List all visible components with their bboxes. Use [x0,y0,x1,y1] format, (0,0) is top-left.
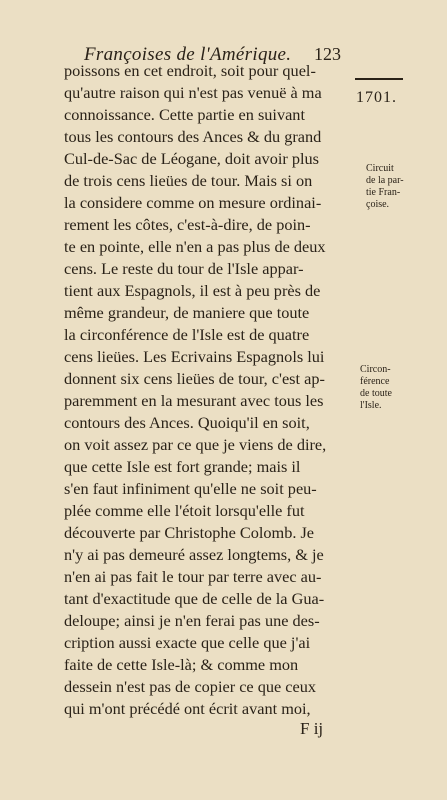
text-line: qu'autre raison qui n'est pas venuë à ma [64,83,322,102]
margin-note-line: çoise. [366,199,390,210]
margin-note-circonference [360,364,392,412]
text-line: paremment en la mesurant avec tous les [64,391,324,410]
text-line: cription aussi exacte que celle que j'ai [64,633,311,652]
text-line: rement les côtes, c'est-à-dire, de poin- [64,215,311,234]
margin-note-line: l'Isle. [360,400,382,411]
text-line: plée comme elle l'étoit lorsqu'elle fut [64,501,305,520]
text-line: tant d'exactitude que de celle de la Gua- [64,589,325,608]
text-line: deloupe; ainsi je n'en ferai pas une des- [64,611,320,630]
margin-note-line: de la par- [366,175,404,186]
page-number: 123 [314,44,341,64]
text-line: s'en faut infiniment qu'elle ne soit peu- [64,479,317,498]
margin-note-line: Circon- [360,364,391,375]
text-line: donnent six cens lieües de tour, c'est ap- [64,369,325,388]
margin-note-line: férence [360,376,390,387]
text-line: de trois cens lieües de tour. Mais si on [64,171,313,190]
running-title: Françoises de l'Amérique. [84,44,292,65]
text-line: Cul-de-Sac de Léogane, doit avoir plus [64,149,319,168]
text-line: la considere comme on mesure ordinai- [64,193,322,212]
text-line: dessein n'est pas de copier ce que ceux [64,677,317,696]
margin-note-line: Circuit [366,163,394,174]
signature-mark: F ij [300,719,324,738]
text-line: poissons en cet endroit, soit pour quel- [64,61,316,80]
text-line: découverte par Christophe Colomb. Je [64,523,315,542]
margin-year: 1701. [356,89,397,106]
text-line: n'y ai pas demeuré assez longtems, & je [64,545,324,564]
text-line: cens lieües. Les Ecrivains Espagnols lui [64,347,325,366]
margin-rule [355,78,403,80]
text-line: que cette Isle est fort grande; mais il [64,457,301,476]
text-line: tous les contours des Ances & du grand [64,127,322,146]
text-line: tient aux Espagnols, il est à peu près de [64,281,321,300]
margin-note-line: de toute [360,388,392,399]
text-line: on voit assez par ce que je viens de dire, [64,435,327,454]
text-line: te en pointe, elle n'en a pas plus de deux [64,237,326,256]
text-line: qui m'ont précédé ont écrit avant moi, [64,699,311,718]
text-line: faite de cette Isle-là; & comme mon [64,655,299,674]
text-line: connoissance. Cette partie en suivant [64,105,305,124]
margin-note-circuit [366,163,404,211]
text-line: n'en ai pas fait le tour par terre avec au- [64,567,322,586]
text-line: la circonférence de l'Isle est de quatre [64,325,310,344]
text-line: cens. Le reste du tour de l'Isle appar- [64,259,304,278]
text-line: même grandeur, de maniere que toute [64,303,310,322]
text-line: contours des Ances. Quoiqu'il en soit, [64,413,310,432]
margin-note-line: tie Fran- [366,187,401,198]
